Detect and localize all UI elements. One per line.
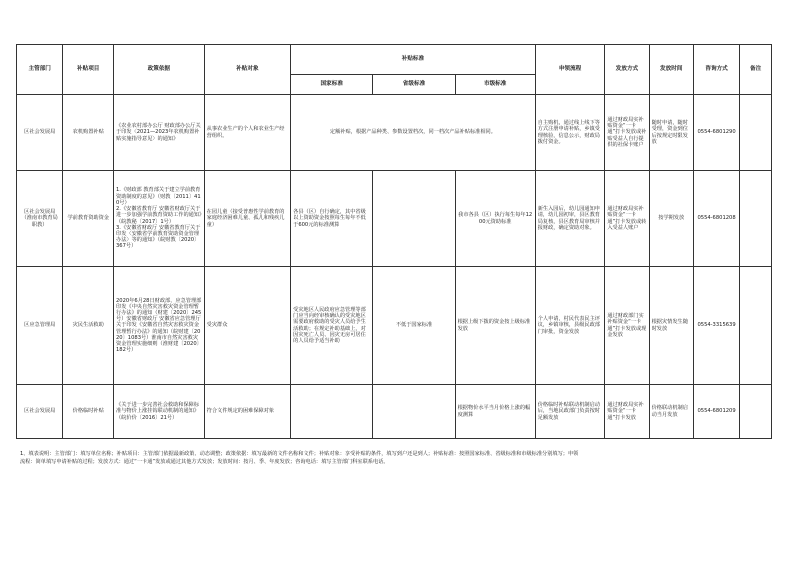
cell-time: 根据灾情发生随时发放 — [649, 267, 693, 385]
table-row — [17, 95, 772, 171]
header-remark: 备注 — [740, 45, 772, 95]
header-municipal: 市级标准 — [455, 75, 535, 95]
cell-method: 通过财政部门实补贴资金“一卡通”打卡发放或现金发放 — [605, 267, 649, 385]
cell-method: 通过财政局实补贴资金“一卡通”打卡发放 — [605, 385, 649, 439]
cell-contact: 0554-3315639 — [693, 267, 739, 385]
note-line: 1、填表说明：主管部门：填写单位名称；补贴项目：主管部门依据最新政策、动态调整；政策依据：填写最新的文件名称和文件；补贴对象：享受补贴的条件，填写到户还是到人；补贴标准：按照国家标准、省级标准和市级标准分别填写；申领 — [20, 451, 579, 457]
subsidy-table — [16, 44, 772, 439]
cell-standard-merged: 定额补贴，根据产品种类、参数设置档次，同一档次产品补贴标准相同。 — [291, 95, 536, 171]
cell-dept: 区应急管理局 — [17, 267, 63, 385]
cell-remark — [740, 385, 772, 439]
header-item: 补贴项目 — [63, 45, 114, 95]
header-basis: 政策依据 — [114, 45, 205, 95]
header-contact: 咨询方式 — [693, 45, 739, 95]
header-dept: 主管部门 — [17, 45, 63, 95]
cell-item: 灾民生活救助 — [63, 267, 114, 385]
cell-time: 按学期发放 — [649, 171, 693, 267]
cell-remark — [740, 171, 772, 267]
cell-municipal: 根据上级下拨的资金按上级标准发放 — [455, 267, 535, 385]
header-standard: 补贴标准 — [291, 45, 536, 75]
cell-municipal: 我市各县（区）执行每生每年1200元资助标准 — [455, 171, 535, 267]
cell-dept: 区社会发展局 — [17, 95, 63, 171]
cell-basis: 《关于进一步完善社会救助和保障标准与物价上涨挂钩联动机制的通知》（皖价价〔2016〕21号） — [114, 385, 205, 439]
cell-item: 价格临时补贴 — [63, 385, 114, 439]
cell-contact: 0554-6801209 — [693, 385, 739, 439]
header-national: 国家标准 — [291, 75, 373, 95]
table-row — [17, 385, 772, 439]
cell-method: 通过财政局实补贴资金“一卡通”打卡发放或补贴受益人自行提供的社保卡账户 — [605, 95, 649, 171]
note-line: 流程：简单填写申请补贴的过程；发放方式：通过“一卡通”发放或通过其他方式发放；发放时间：按月、季、年度发放；咨询电话：填写主管部门科室联系电话。 — [20, 459, 389, 465]
cell-national: 各县（区）自行确定，其中省级以上资助资金按照每生每年不低于600元的标准测算 — [291, 171, 373, 267]
cell-provincial — [373, 385, 455, 439]
cell-process: 价格临时补贴联动机制启动后，当地民政部门负责按时足额发放 — [535, 385, 605, 439]
cell-process: 新生入园后，幼儿园通知申请，幼儿园初审，县区教育局复核，县区教育局审核并报财政，确定资助对象。 — [535, 171, 605, 267]
table-notes — [20, 450, 772, 466]
table-row — [17, 267, 772, 385]
cell-provincial — [373, 171, 455, 267]
header-row-1 — [17, 45, 772, 75]
cell-basis: 1.《财政部 教育部关于建立学前教育资助制度的意见》（财教〔2011〕410号） 2.《安徽省教育厅 安徽省财政厅关于进一步加强学前教育资助工作的通知》（皖教秘〔2017〕1号） 3.《安徽省财政厅 安徽省教育厅关于印发〈安徽省学前教育资助资金管理办法〉等的通知》（皖财教〔2020〕367号） — [114, 171, 205, 267]
cell-basis: 《农业农村部办公厅 财政部办公厅关于印发〈2021—2023年农机购置补贴实施指导意见〉的通知》 — [114, 95, 205, 171]
cell-target: 受灾群众 — [204, 267, 290, 385]
subsidy-table-container — [16, 44, 772, 439]
cell-item: 农机购置补贴 — [63, 95, 114, 171]
cell-time: 价格联动机制启动当月发放 — [649, 385, 693, 439]
table-row — [17, 171, 772, 267]
cell-national — [291, 385, 373, 439]
cell-municipal: 根据物价水平当月价格上涨的幅度测算 — [455, 385, 535, 439]
header-process: 申领流程 — [535, 45, 605, 95]
cell-process: 自主购机，通过线上线下等方式注册申请补贴，乡镇受理核验，信息公示，财政局拨付资金。 — [535, 95, 605, 171]
cell-target: 从事农业生产的个人和农业生产经营组织。 — [204, 95, 290, 171]
cell-remark — [740, 95, 772, 171]
cell-dept: 区社会发展局（淮南市教育局职教） — [17, 171, 63, 267]
cell-dept: 区社会发展局 — [17, 385, 63, 439]
header-target: 补贴对象 — [204, 45, 290, 95]
cell-contact: 0554-6801208 — [693, 171, 739, 267]
cell-target: 在园儿童（接受普惠性学前教育的家庭经济困难儿童、孤儿和残疾儿童） — [204, 171, 290, 267]
header-method: 发放方式 — [605, 45, 649, 95]
cell-basis: 2020年6月28日财政部、应急管理部印发《中央自然灾害救灾资金管理暂行办法》的通知（财建〔2020〕245号）安徽省财政厅 安徽省应急管理厅关于印发《安徽省自然灾害救灾资金管理暂行办法》的通知（皖财建〔2020〕1083号）淮南市自然灾害救灾资金管理实施细则（淮财建〔2020〕182号） — [114, 267, 205, 385]
cell-remark — [740, 267, 772, 385]
cell-time: 随时申请，随时受理，资金到位后按规定时限发放 — [649, 95, 693, 171]
cell-process: 个人申请，村民代表民主评议，乡镇审核，县级民政部门审批，资金发放 — [535, 267, 605, 385]
header-time: 发放时间 — [649, 45, 693, 95]
header-provincial: 省级标准 — [373, 75, 455, 95]
cell-target: 符合文件规定的困难保障对象 — [204, 385, 290, 439]
cell-national: 受灾地区人民政府应急管理等部门应当向经审核确认的受灾地区需要政府救助的受灾人员给予生活救助；在规定补助基础上，对因灾死亡人员、因灾无房可居住的人员给予适当补助 — [291, 267, 373, 385]
cell-contact: 0554-6801290 — [693, 95, 739, 171]
cell-method: 通过财政局实补贴资金“一卡通”打卡发放或转入受益人账户 — [605, 171, 649, 267]
cell-provincial: 不低于国家标准 — [373, 267, 455, 385]
cell-item: 学前教育资助资金 — [63, 171, 114, 267]
